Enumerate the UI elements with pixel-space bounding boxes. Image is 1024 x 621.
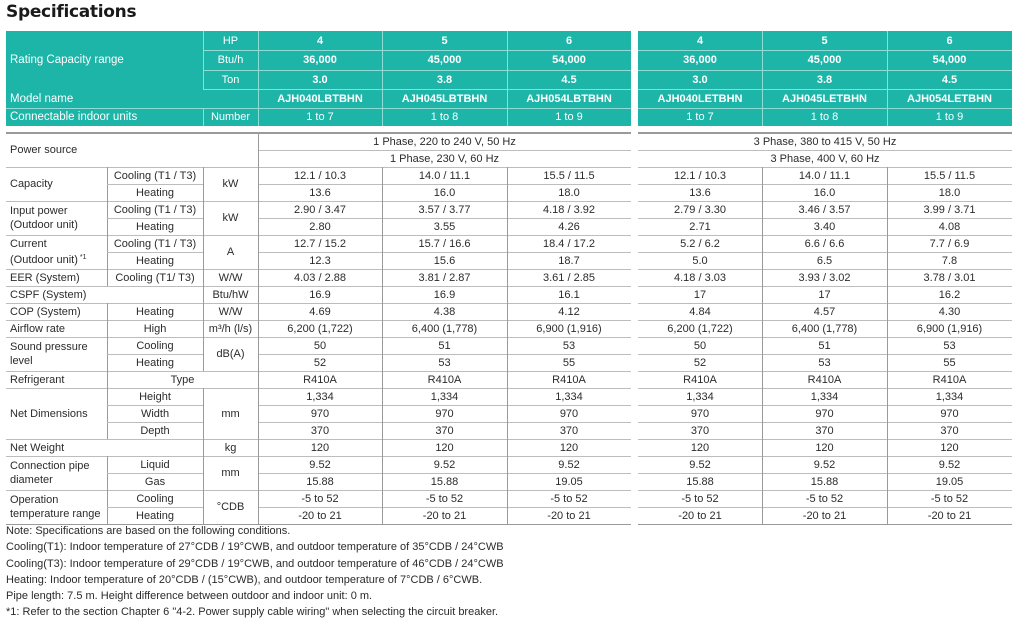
- operation-temp-value: -5 to 52: [550, 492, 588, 505]
- input-power-value: 2.71: [689, 220, 711, 233]
- power-source-1p-60: 1 Phase, 230 V, 60 Hz: [389, 152, 500, 165]
- eer-value: 3.93 / 3.02: [798, 271, 851, 284]
- net-weight-value: 120: [559, 441, 579, 454]
- note-line: Cooling(T3): Indoor temperature of 29°CDB / 19°CWB, and outdoor temperature of 46°CDB / 24°CWB: [6, 557, 504, 570]
- sound-pressure-value: 55: [562, 356, 576, 369]
- operation-temp-value: -20 to 21: [802, 509, 847, 522]
- model-name: AJH054LETBHN: [907, 92, 992, 105]
- input-power-value: 4.26: [558, 220, 580, 233]
- current-value: 7.8: [941, 254, 958, 267]
- row-divider: [107, 184, 203, 185]
- power-source-3p-50: 3 Phase, 380 to 415 V, 50 Hz: [753, 135, 897, 148]
- eer-sub: Cooling (T1/ T3): [115, 271, 195, 284]
- input-power-value: 2.80: [309, 220, 331, 233]
- net-dimensions-value: 1,334: [306, 390, 334, 403]
- row-divider: [107, 422, 203, 423]
- ton-value: 3.8: [436, 73, 453, 86]
- hp-value: 4: [696, 34, 704, 47]
- cspf-value: 16.9: [309, 288, 331, 301]
- refrigerant-sub: Type: [170, 373, 195, 386]
- col-divider: [382, 167, 383, 524]
- airflow-value: 6,900 (1,916): [536, 322, 602, 335]
- sound-pressure-value: 53: [943, 339, 956, 352]
- input-power-value: 4.08: [938, 220, 961, 233]
- current-sub: Heating: [136, 254, 174, 267]
- capacity-value: 14.0 / 11.1: [798, 169, 851, 182]
- ton-value: 3.8: [816, 73, 833, 86]
- net-dimensions-value: 370: [435, 424, 454, 437]
- net-dimensions-value: 970: [940, 407, 959, 420]
- capacity-value: 12.1 / 10.3: [674, 169, 726, 182]
- input-power-value: 3.99 / 3.71: [923, 203, 976, 216]
- net-dimensions-value: 1,334: [686, 390, 714, 403]
- airflow-label: Airflow rate: [10, 322, 66, 335]
- net-weight-unit: kg: [224, 441, 237, 454]
- input-power-value: 4.18 / 3.92: [543, 203, 595, 216]
- connectable-value: 1 to 9: [555, 111, 583, 123]
- eer-label: EER (System): [10, 271, 80, 284]
- footnote-marker: *1: [79, 254, 87, 261]
- connection-pipe-value: 9.52: [938, 458, 961, 471]
- capacity-unit: kW: [222, 178, 239, 190]
- model-name: AJH045LBTBHN: [401, 92, 488, 105]
- net-dimensions-label: Net Dimensions: [10, 407, 88, 420]
- row-divider: [638, 354, 1012, 355]
- connection-pipe-value: 15.88: [430, 475, 459, 488]
- btu-value: 36,000: [683, 54, 717, 66]
- capacity-value: 18.0: [938, 186, 961, 199]
- current-value: 5.2 / 6.2: [680, 237, 720, 250]
- current-label-line2: (Outdoor unit): [10, 254, 78, 266]
- btu-value: 36,000: [303, 54, 337, 66]
- connection-pipe-label-line2: diameter: [10, 474, 53, 486]
- net-weight-value: 120: [815, 441, 834, 454]
- cop-value: 4.84: [689, 305, 711, 318]
- eer-value: 4.03 / 2.88: [294, 271, 346, 284]
- ton-value: 3.0: [312, 73, 328, 86]
- connection-pipe-value: 9.52: [309, 458, 331, 471]
- connection-pipe-value: 9.52: [558, 458, 580, 471]
- net-dimensions-value: 370: [690, 424, 710, 437]
- capacity-value: 15.5 / 11.5: [543, 169, 595, 182]
- input-power-unit: kW: [222, 212, 239, 224]
- current-label: [6, 235, 107, 269]
- model-name-label: Model name: [10, 92, 74, 105]
- unit-number: Number: [210, 111, 251, 123]
- cspf-value: 16.2: [938, 288, 961, 301]
- net-dimensions-value: 1,334: [810, 390, 839, 403]
- model-name: AJH040LETBHN: [657, 92, 743, 105]
- operation-temp-label-line1: Operation: [10, 494, 59, 506]
- operation-temp-label: [6, 490, 107, 524]
- input-power-label: [6, 201, 107, 235]
- cop-value: 4.30: [938, 305, 961, 318]
- eer-unit: W/W: [218, 271, 243, 284]
- cop-unit: W/W: [218, 305, 243, 318]
- power-source-1p-50: 1 Phase, 220 to 240 V, 50 Hz: [373, 135, 516, 148]
- net-dimensions-value: 370: [940, 424, 959, 437]
- operation-temp-value: -20 to 21: [927, 509, 972, 522]
- input-power-sub: Heating: [136, 220, 174, 233]
- cspf-unit: Btu/hW: [212, 288, 249, 301]
- cspf-value: 16.1: [558, 288, 580, 301]
- row-divider: [638, 473, 1012, 474]
- row-divider: [638, 150, 1012, 151]
- btu-value: 54,000: [552, 54, 586, 66]
- row-divider: [638, 184, 1012, 185]
- sound-pressure-value: 50: [693, 339, 707, 352]
- net-dimensions-sub: Width: [140, 407, 170, 420]
- refrigerant-label: Refrigerant: [10, 373, 65, 386]
- net-dimensions-sub: Height: [139, 390, 171, 403]
- net-weight-label: Net Weight: [10, 441, 65, 454]
- note-line: Heating: Indoor temperature of 20°CDB / (15°CWB), and outdoor temperature of 7°CDB / 6°CWB.: [6, 573, 483, 586]
- cspf-value: 16.9: [433, 288, 456, 301]
- sound-pressure-sub: Heating: [136, 356, 174, 369]
- eer-value: 3.78 / 3.01: [923, 271, 976, 284]
- cop-sub: Heating: [136, 305, 174, 318]
- refrigerant-value: R410A: [427, 373, 462, 386]
- input-power-value: 3.57 / 3.77: [418, 203, 471, 216]
- col-divider: [762, 167, 763, 524]
- current-value: 15.6: [433, 254, 456, 267]
- unit-hp: HP: [222, 34, 239, 47]
- cspf-label: CSPF (System): [10, 288, 87, 301]
- airflow-value: 6,200 (1,722): [667, 322, 733, 335]
- input-power-value: 2.79 / 3.30: [674, 203, 726, 216]
- refrigerant-value: R410A: [303, 373, 337, 386]
- eer-value: 3.81 / 2.87: [418, 271, 471, 284]
- connection-pipe-label: [6, 456, 107, 490]
- sound-pressure-label-line2: level: [10, 355, 33, 367]
- operation-temp-value: -5 to 52: [681, 492, 719, 505]
- hp-value: 5: [821, 34, 828, 47]
- input-power-value: 3.46 / 3.57: [798, 203, 851, 216]
- note-line: Cooling(T1): Indoor temperature of 27°CDB / 19°CWB, and outdoor temperature of 35°CDB / 24°CWB: [6, 541, 504, 554]
- net-dimensions-value: 1,334: [430, 390, 459, 403]
- eer-value: 4.18 / 3.03: [674, 271, 726, 284]
- row-divider: [258, 473, 631, 474]
- row-divider: [638, 405, 1012, 406]
- capacity-value: 15.5 / 11.5: [923, 169, 976, 182]
- connection-pipe-value: 15.88: [686, 475, 714, 488]
- row-divider: [258, 218, 631, 219]
- row-divider: [107, 473, 203, 474]
- input-power-label-line2: (Outdoor unit): [10, 219, 78, 231]
- row-divider: [258, 150, 631, 151]
- sound-pressure-value: 51: [818, 339, 831, 352]
- btu-value: 45,000: [427, 54, 462, 66]
- net-weight-value: 120: [690, 441, 710, 454]
- net-weight-value: 120: [310, 441, 330, 454]
- row-divider: [107, 405, 203, 406]
- net-dimensions-value: 970: [815, 407, 834, 420]
- capacity-value: 16.0: [813, 186, 836, 199]
- row-divider: [638, 422, 1012, 423]
- connectable-label: Connectable indoor units: [10, 111, 138, 123]
- capacity-value: 12.1 / 10.3: [294, 169, 346, 182]
- row-divider: [258, 184, 631, 185]
- sound-pressure-value: 50: [313, 339, 327, 352]
- net-dimensions-value: 970: [310, 407, 330, 420]
- row-divider: [638, 218, 1012, 219]
- connection-pipe-sub: Gas: [144, 475, 166, 488]
- note-line: Note: Specifications are based on the following conditions.: [6, 525, 291, 537]
- airflow-unit: m³/h (l/s): [208, 322, 253, 335]
- row-divider: [107, 507, 203, 508]
- operation-temp-value: -5 to 52: [425, 492, 464, 505]
- row-divider: [107, 354, 203, 355]
- operation-temp-value: -5 to 52: [930, 492, 969, 505]
- current-value: 15.7 / 16.6: [418, 237, 471, 250]
- operation-temp-value: -20 to 21: [422, 509, 467, 522]
- current-value: 7.7 / 6.9: [929, 237, 970, 250]
- col-divider: [507, 167, 508, 524]
- model-name: AJH040LBTBHN: [277, 92, 363, 105]
- cop-value: 4.69: [309, 305, 331, 318]
- capacity-label: Capacity: [10, 178, 53, 190]
- net-dimensions-sub: Depth: [140, 424, 170, 437]
- refrigerant-value: R410A: [683, 373, 717, 386]
- model-name: AJH054LBTBHN: [526, 92, 612, 105]
- row-divider: [638, 252, 1012, 253]
- net-dimensions-value: 370: [310, 424, 330, 437]
- hp-value: 6: [565, 34, 573, 47]
- page-title: Specifications: [6, 2, 137, 22]
- rating-capacity-label: Rating Capacity range: [10, 54, 124, 66]
- model-name: AJH045LETBHN: [782, 92, 867, 105]
- airflow-value: 6,400 (1,778): [411, 322, 478, 335]
- sound-pressure-sub: Cooling: [136, 339, 174, 352]
- operation-temp-sub: Cooling: [136, 492, 174, 505]
- cspf-value: 17: [818, 288, 831, 301]
- cspf-value: 17: [693, 288, 707, 301]
- operation-temp-value: -20 to 21: [678, 509, 722, 522]
- connection-pipe-value: 19.05: [555, 475, 583, 488]
- row-divider: [258, 354, 631, 355]
- btu-value: 54,000: [932, 54, 967, 66]
- cop-value: 4.38: [433, 305, 456, 318]
- col-divider: [258, 133, 259, 524]
- sound-pressure-value: 55: [943, 356, 956, 369]
- sound-pressure-value: 53: [562, 339, 576, 352]
- input-power-value: 3.55: [433, 220, 456, 233]
- net-dimensions-value: 1,334: [555, 390, 583, 403]
- unit-ton: Ton: [221, 73, 240, 86]
- row-divider: [258, 405, 631, 406]
- connectable-value: 1 to 8: [430, 111, 459, 123]
- connection-pipe-value: 19.05: [935, 475, 964, 488]
- capacity-value: 14.0 / 11.1: [418, 169, 471, 182]
- refrigerant-value: R410A: [932, 373, 967, 386]
- net-dimensions-value: 970: [559, 407, 579, 420]
- connectable-value: 1 to 9: [935, 111, 964, 123]
- operation-temp-value: -20 to 21: [547, 509, 591, 522]
- connection-pipe-value: 9.52: [813, 458, 836, 471]
- capacity-sub: Heating: [136, 186, 174, 199]
- net-dimensions-value: 970: [690, 407, 710, 420]
- current-value: 18.4 / 17.2: [543, 237, 595, 250]
- connectable-value: 1 to 7: [686, 111, 714, 123]
- connection-pipe-sub: Liquid: [140, 458, 170, 471]
- col-divider: [887, 167, 888, 524]
- connection-pipe-label-line1: Connection pipe: [10, 460, 90, 472]
- current-value: 12.3: [309, 254, 331, 267]
- sound-pressure-value: 52: [693, 356, 707, 369]
- row-divider: [258, 422, 631, 423]
- connection-pipe-value: 15.88: [810, 475, 839, 488]
- capacity-value: 13.6: [689, 186, 711, 199]
- current-value: 6.5: [816, 254, 833, 267]
- unit-btu: Btu/h: [217, 54, 244, 66]
- input-power-sub: Cooling (T1 / T3): [113, 203, 197, 216]
- refrigerant-value: R410A: [807, 373, 842, 386]
- connection-pipe-value: 9.52: [433, 458, 456, 471]
- sound-pressure-value: 52: [313, 356, 327, 369]
- note-line: *1: Refer to the section Chapter 6 "4-2. Power supply cable wiring" when selecting the circuit breaker.: [6, 606, 499, 619]
- cop-value: 4.57: [813, 305, 836, 318]
- ton-value: 4.5: [941, 73, 958, 86]
- connection-pipe-value: 15.88: [306, 475, 334, 488]
- operation-temp-value: -5 to 52: [301, 492, 339, 505]
- operation-temp-sub: Heating: [136, 509, 174, 522]
- sound-pressure-value: 51: [438, 339, 451, 352]
- net-dimensions-unit: mm: [221, 407, 240, 420]
- row-divider: [638, 507, 1012, 508]
- net-dimensions-value: 370: [559, 424, 579, 437]
- row-divider: [258, 507, 631, 508]
- ton-value: 4.5: [561, 73, 577, 86]
- cop-value: 4.12: [558, 305, 580, 318]
- note-line: Pipe length: 7.5 m. Height difference between outdoor and indoor unit: 0 m.: [6, 590, 373, 603]
- airflow-value: 6,200 (1,722): [287, 322, 353, 335]
- current-value: 6.6 / 6.6: [804, 237, 845, 250]
- input-power-label-line1: Input power: [10, 205, 68, 217]
- net-weight-value: 120: [940, 441, 959, 454]
- capacity-value: 16.0: [433, 186, 456, 199]
- cop-label: COP (System): [10, 305, 81, 318]
- connection-pipe-unit: mm: [221, 467, 240, 479]
- current-value: 5.0: [692, 254, 708, 267]
- connectable-value: 1 to 7: [306, 111, 334, 123]
- sound-pressure-value: 53: [438, 356, 451, 369]
- net-dimensions-value: 1,334: [935, 390, 964, 403]
- hp-value: 5: [441, 34, 448, 47]
- current-label-line1: Current: [10, 238, 47, 250]
- eer-value: 3.61 / 2.85: [543, 271, 595, 284]
- sound-pressure-value: 53: [818, 356, 831, 369]
- connection-pipe-value: 9.52: [689, 458, 711, 471]
- hp-value: 4: [316, 34, 324, 47]
- sound-pressure-label: [6, 337, 107, 371]
- btu-value: 45,000: [807, 54, 842, 66]
- capacity-value: 18.0: [558, 186, 580, 199]
- current-value: 18.7: [558, 254, 580, 267]
- current-sub: Cooling (T1 / T3): [113, 237, 197, 250]
- operation-temp-unit: °CDB: [216, 501, 245, 513]
- capacity-value: 13.6: [309, 186, 331, 199]
- input-power-value: 3.40: [813, 220, 836, 233]
- net-weight-value: 120: [435, 441, 454, 454]
- airflow-value: 6,900 (1,916): [916, 322, 983, 335]
- row-divider: [258, 252, 631, 253]
- sound-pressure-unit: dB(A): [216, 348, 245, 360]
- net-dimensions-value: 370: [815, 424, 834, 437]
- sound-pressure-label-line1: Sound pressure: [10, 341, 88, 353]
- hp-value: 6: [946, 34, 953, 47]
- ton-value: 3.0: [692, 73, 708, 86]
- connectable-value: 1 to 8: [810, 111, 839, 123]
- row-divider: [107, 218, 203, 219]
- operation-temp-value: -20 to 21: [298, 509, 342, 522]
- input-power-value: 2.90 / 3.47: [294, 203, 346, 216]
- current-value: 12.7 / 15.2: [294, 237, 346, 250]
- net-dimensions-value: 970: [435, 407, 454, 420]
- operation-temp-label-line2: temperature range: [10, 508, 101, 520]
- airflow-sub: High: [143, 322, 167, 335]
- airflow-value: 6,400 (1,778): [791, 322, 858, 335]
- power-source-label: Power source: [10, 144, 78, 156]
- power-source-3p-60: 3 Phase, 400 V, 60 Hz: [770, 152, 880, 165]
- notes: [6, 523, 1016, 621]
- operation-temp-value: -5 to 52: [805, 492, 844, 505]
- refrigerant-value: R410A: [552, 373, 586, 386]
- current-unit: A: [226, 246, 235, 258]
- capacity-sub: Cooling (T1 / T3): [113, 169, 197, 182]
- row-divider: [107, 252, 203, 253]
